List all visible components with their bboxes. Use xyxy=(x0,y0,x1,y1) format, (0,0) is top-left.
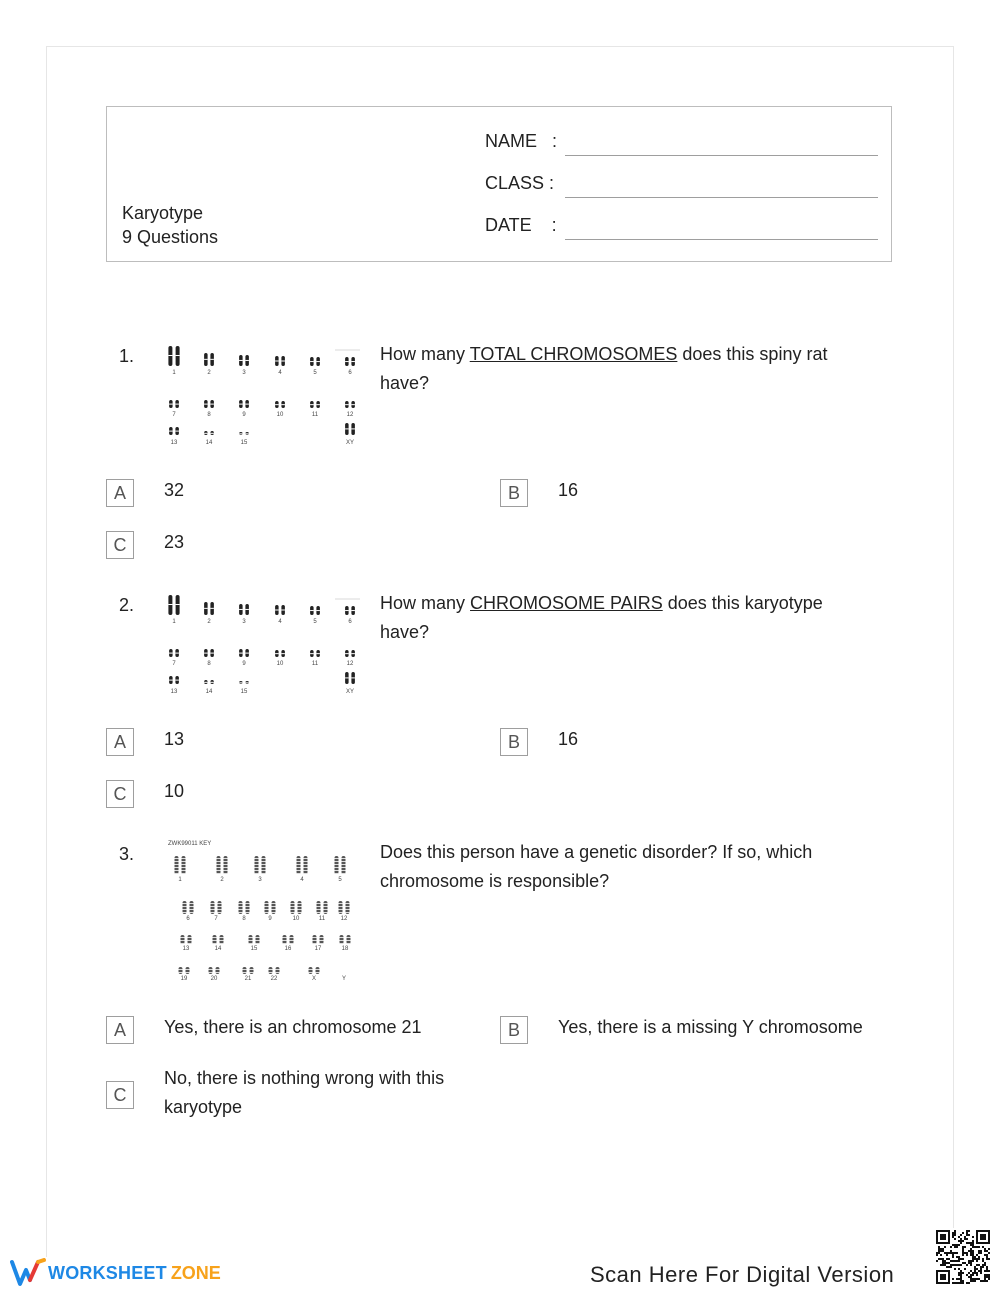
q2-option-a-box[interactable]: A xyxy=(106,728,134,756)
q2-option-a-text[interactable]: 13 xyxy=(164,729,185,749)
chromosome-label: 7 xyxy=(214,916,218,922)
rat-chromosome-pair xyxy=(239,400,249,408)
qr-code-icon[interactable] xyxy=(934,1228,992,1286)
q1-option-b-box[interactable]: B xyxy=(500,479,528,507)
rat-chromosome-pair xyxy=(345,357,355,366)
chromosome-label: 6 xyxy=(348,619,352,625)
chromosome-label: 8 xyxy=(242,916,246,922)
rat-chromosome-pair xyxy=(345,606,355,615)
question-2-text-before: How many xyxy=(380,593,471,613)
human-chromosome-pair xyxy=(283,935,294,944)
rat-karyotype-image-1 xyxy=(160,342,365,450)
chromosome-label: 3 xyxy=(258,877,262,883)
chromosome-label: 18 xyxy=(341,946,349,952)
human-chromosome-pair xyxy=(255,856,266,874)
rat-chromosome-pair xyxy=(345,401,355,408)
q3-option-c-box[interactable]: C xyxy=(106,1081,134,1109)
human-chromosome-pair xyxy=(183,901,194,914)
chromosome-label: 14 xyxy=(205,440,213,446)
rat-chromosome-pair xyxy=(275,605,285,615)
worksheet-header xyxy=(106,106,892,262)
q2-option-b-box[interactable]: B xyxy=(500,728,528,756)
chromosome-label: XY xyxy=(345,689,355,695)
chromosome-label: 5 xyxy=(338,877,342,883)
question-2-text-after: does this karyotype have? xyxy=(380,593,823,642)
human-chromosome-pair xyxy=(181,935,192,944)
date-label: DATE : xyxy=(485,215,557,235)
rat-chromosome-pair xyxy=(310,606,320,615)
rat-chromosome-pair xyxy=(275,356,285,366)
rat-chromosome-pair xyxy=(275,650,285,657)
chromosome-label: 10 xyxy=(292,916,300,922)
human-chromosome-pair xyxy=(291,901,302,914)
rat-chromosome-pair xyxy=(310,650,320,657)
chromosome-label: 2 xyxy=(207,619,211,625)
chromosome-label: 19 xyxy=(180,976,188,982)
q1-option-a-text[interactable]: 32 xyxy=(164,480,185,500)
human-chromosome-pair xyxy=(269,967,280,974)
rat-chromosome-pair xyxy=(168,595,179,615)
chromosome-label: 22 xyxy=(270,976,278,982)
q3-option-b-text[interactable]: Yes, there is a missing Y chromosome xyxy=(558,1017,863,1037)
q3-option-a-text[interactable]: Yes, there is an chromosome 21 xyxy=(164,1017,422,1037)
chromosome-label: 17 xyxy=(314,946,322,952)
rat-chromosome-pair xyxy=(239,604,249,615)
chromosome-label: 2 xyxy=(220,877,224,883)
chromosome-label: 9 xyxy=(268,916,272,922)
rat-chromosome-pair xyxy=(204,680,214,684)
human-chromosome-pair xyxy=(213,935,224,944)
question-2-text xyxy=(380,589,870,647)
worksheet-title-block xyxy=(122,201,218,249)
name-label: NAME : xyxy=(485,131,558,151)
rat-chromosome-pair xyxy=(204,353,214,366)
chromosome-label: 8 xyxy=(207,412,211,418)
question-1-text-underlined: TOTAL CHROMOSOMES xyxy=(469,344,678,364)
question-1-text-before: How many xyxy=(380,344,470,364)
chromosome-label: 21 xyxy=(244,976,252,982)
chromosome-label: 11 xyxy=(311,412,319,418)
human-chromosome-pair xyxy=(265,901,276,914)
chromosome-label: 8 xyxy=(207,661,211,667)
chromosome-label: 15 xyxy=(250,946,258,952)
q2-option-c-box[interactable]: C xyxy=(106,780,134,808)
human-chromosome-pair xyxy=(317,901,328,914)
worksheet-title: Karyotype xyxy=(122,203,204,223)
class-line[interactable] xyxy=(565,197,878,198)
chromosome-label: 10 xyxy=(276,661,284,667)
chromosome-label: 16 xyxy=(284,946,292,952)
chromosome-label: 5 xyxy=(313,370,317,376)
question-3-text-before: Does this person have a genetic disorder? If so, which chromosome is responsible? xyxy=(380,842,813,891)
chromosome-label: 4 xyxy=(300,877,304,883)
chromosome-label: 4 xyxy=(278,370,282,376)
q1-option-a-box[interactable]: A xyxy=(106,479,134,507)
human-chromosome-pair xyxy=(249,935,260,944)
rat-chromosome-pair xyxy=(239,432,249,435)
chromosome-label: 7 xyxy=(172,661,176,667)
chromosome-label: 13 xyxy=(170,689,178,695)
human-chromosome-pair xyxy=(211,901,222,914)
logo-text-worksheet: WORKSHEET xyxy=(48,1262,167,1283)
q2-option-c-text[interactable]: 10 xyxy=(164,781,185,801)
chromosome-label: 14 xyxy=(205,689,213,695)
scan-text: Scan Here For Digital Version xyxy=(590,1262,895,1287)
karyotype-caption: ZWK99011 KEY xyxy=(168,841,212,847)
rat-chromosome-pair xyxy=(275,401,285,408)
human-chromosome-pair xyxy=(179,967,190,974)
q3-option-c-text[interactable]: No, there is nothing wrong with this karyotype xyxy=(164,1068,445,1117)
name-line[interactable] xyxy=(565,155,878,156)
rat-chromosome-pair xyxy=(204,602,214,615)
chromosome-label: X xyxy=(311,976,317,982)
chromosome-label: 6 xyxy=(348,370,352,376)
rat-chromosome-pair xyxy=(239,355,249,366)
human-chromosome-pair xyxy=(335,856,346,874)
chromosome-label: 4 xyxy=(278,619,282,625)
worksheet-zone-logo[interactable] xyxy=(10,1258,221,1288)
rat-karyotype-image-2 xyxy=(160,591,365,699)
rat-chromosome-pair xyxy=(310,401,320,408)
rat-chromosome-pair xyxy=(168,346,179,366)
question-2-number: 2. xyxy=(119,595,135,615)
rat-chromosome-pair xyxy=(345,423,355,435)
rat-chromosome-pair xyxy=(169,427,179,435)
question-1-number: 1. xyxy=(119,346,135,366)
rat-chromosome-pair xyxy=(310,357,320,366)
chromosome-label: 12 xyxy=(346,412,354,418)
q3-option-a-box[interactable]: A xyxy=(106,1016,134,1044)
rat-chromosome-pair xyxy=(204,431,214,435)
human-chromosome-pair xyxy=(217,856,228,874)
q1-option-b-text[interactable]: 16 xyxy=(558,480,579,500)
chromosome-label: XY xyxy=(345,440,355,446)
chromosome-label: 12 xyxy=(340,916,348,922)
human-chromosome-pair xyxy=(313,935,324,944)
chromosome-label: 15 xyxy=(240,440,248,446)
question-1-text xyxy=(380,340,870,398)
chromosome-label: 3 xyxy=(242,619,246,625)
rat-chromosome-pair xyxy=(204,400,214,408)
logo-text-zone: ZONE xyxy=(170,1262,221,1283)
q1-option-c-text[interactable]: 23 xyxy=(164,532,185,552)
human-chromosome-pair xyxy=(339,967,343,974)
chromosome-label: 1 xyxy=(172,619,176,625)
chromosome-label: 12 xyxy=(346,661,354,667)
human-chromosome-pair xyxy=(175,856,186,874)
human-karyotype-image xyxy=(160,836,360,986)
human-chromosome-pair xyxy=(309,967,320,974)
worksheet-zone-logo-icon xyxy=(10,1258,48,1288)
human-chromosome-pair xyxy=(209,967,220,974)
chromosome-label: 11 xyxy=(311,661,319,667)
question-count: 9 Questions xyxy=(122,227,219,247)
rat-chromosome-pair xyxy=(169,676,179,684)
rat-chromosome-pair xyxy=(169,649,179,657)
question-1-text-after: does this spiny rat have? xyxy=(380,344,828,393)
rat-chromosome-pair xyxy=(169,400,179,408)
class-label: CLASS : xyxy=(485,173,555,193)
chromosome-label: 7 xyxy=(172,412,176,418)
chromosome-label: 11 xyxy=(318,916,326,922)
q2-option-b-text[interactable]: 16 xyxy=(558,729,579,749)
question-3-number: 3. xyxy=(119,844,135,864)
chromosome-label: Y xyxy=(341,976,347,982)
chromosome-label: 9 xyxy=(242,661,246,667)
rat-chromosome-pair xyxy=(345,650,355,657)
chromosome-label: 3 xyxy=(242,370,246,376)
chromosome-label: 9 xyxy=(242,412,246,418)
chromosome-label: 13 xyxy=(170,440,178,446)
chromosome-label: 14 xyxy=(214,946,222,952)
human-chromosome-pair xyxy=(297,856,308,874)
date-line[interactable] xyxy=(565,239,878,240)
chromosome-label: 15 xyxy=(240,689,248,695)
question-2-text-underlined: CHROMOSOME PAIRS xyxy=(470,593,663,613)
human-chromosome-pair xyxy=(243,967,254,974)
chromosome-label: 20 xyxy=(210,976,218,982)
rat-chromosome-pair xyxy=(239,681,249,684)
chromosome-label: 2 xyxy=(207,370,211,376)
chromosome-label: 6 xyxy=(186,916,190,922)
chromosome-label: 1 xyxy=(178,877,182,883)
human-chromosome-pair xyxy=(239,901,250,914)
q3-option-b-box[interactable]: B xyxy=(500,1016,528,1044)
rat-chromosome-pair xyxy=(345,672,355,684)
chromosome-label: 13 xyxy=(182,946,190,952)
rat-chromosome-pair xyxy=(204,649,214,657)
chromosome-label: 5 xyxy=(313,619,317,625)
chromosome-label: 1 xyxy=(172,370,176,376)
rat-chromosome-pair xyxy=(239,649,249,657)
human-chromosome-pair xyxy=(340,935,351,944)
question-3-text xyxy=(380,838,860,896)
q1-option-c-box[interactable]: C xyxy=(106,531,134,559)
human-chromosome-pair xyxy=(339,901,350,914)
chromosome-label: 10 xyxy=(276,412,284,418)
